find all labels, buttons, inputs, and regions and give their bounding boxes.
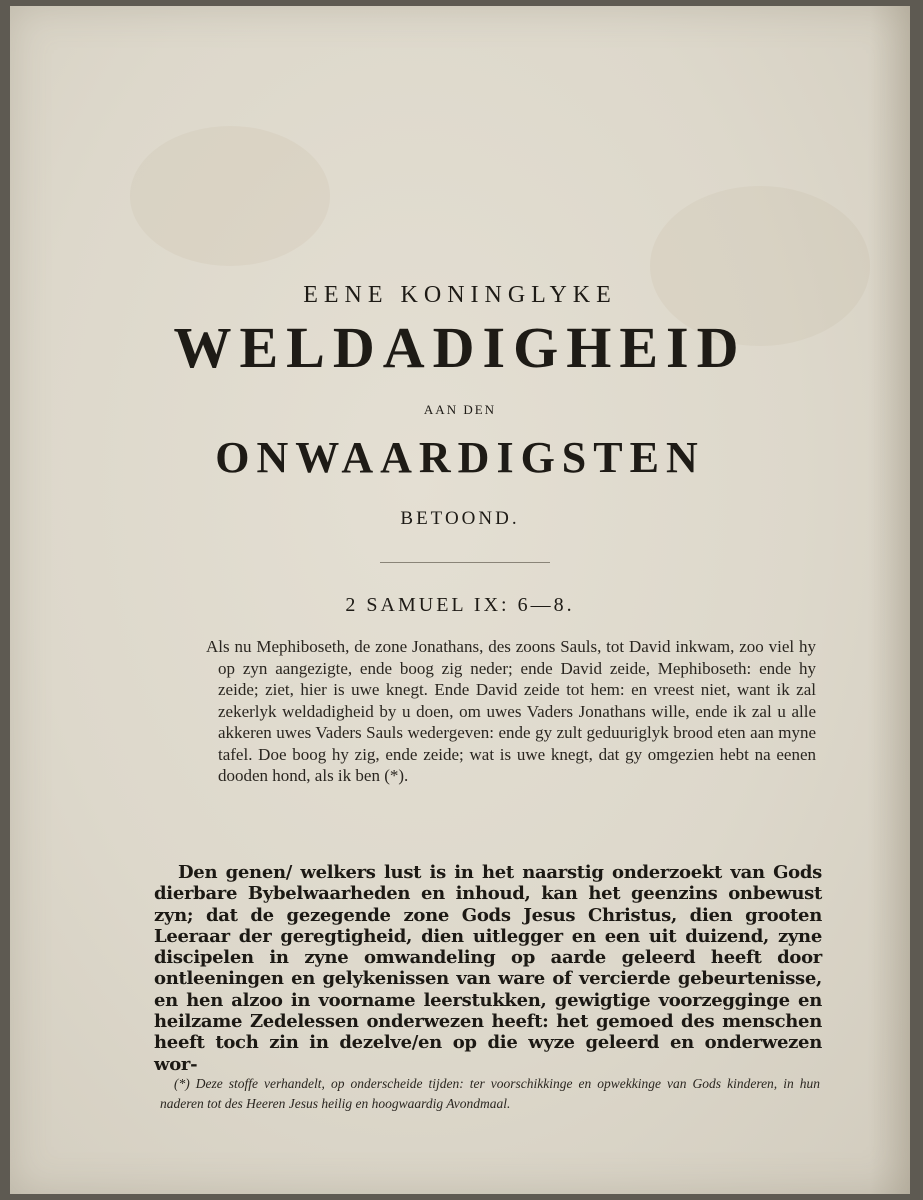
body-paragraph: Den genen/ welkers lust is in het naarstig onderzoekt van Gods dierbare Bybelwaarheden en inhoud, kan het geenzins onbewust zyn; dat de gezegende zone Gods Jesus Christus, dien grooten Leeraar der geregtigheid, dien uitlegger en een uit duizend, zyne discipelen in zyne omwandeling op aarde geleerd heeft door ontleeningen en gelykenissen van ware of vercierde gebeurtenisse, en hen alzoo in voorname leerstukken, gewigtige voorzegginge en heilzame Zedelessen onderwezen heeft: het gemoed des menschen heeft toch zin in dezelve/en op die wyze geleerd en onderwezen wor- — [154, 862, 822, 1075]
title-line-1: EENE KONINGLYKE — [303, 282, 617, 308]
title-line-2: WELDADIGHEID — [173, 315, 747, 380]
paper-stain — [130, 126, 330, 266]
title-line-4: ONWAARDIGSTEN — [215, 433, 705, 482]
footnote: (*) Deze stoffe verhandelt, op onderscheide tijden: ter voorschikkinge en opwekkinge van Gods kinderen, in hun naderen tot des Heeren Jesus heilig en hoogwaardig Avondmaal. — [160, 1076, 820, 1111]
scripture-verse: Als nu Mephiboseth, de zone Jonathans, des zoons Sauls, tot David inkwam, zoo viel hy op zyn aangezigte, ende boog zig neder; ende David zeide, Mephiboseth: ende hy zeide; ziet, hier is uwe knegt. Ende David zeide tot hem: en vreest niet, want ik zal zekerlyk weldadigheid by u doen, om uwes Vaders Jonathans wille, ende ik zal u alle akkeren uwes Vaders Sauls wedergeven: ende gy zult geduuriglyk brood eten aan myne tafel. Doe boog hy zig, ende zeide; wat is uwe knegt, dat gy omgezien hebt na eenen dooden hond, als ik ben (*). — [206, 637, 816, 785]
title-line-5: BETOOND. — [400, 508, 520, 529]
scripture-reference: 2 SAMUEL IX: 6—8. — [345, 594, 575, 616]
title-divider — [380, 562, 550, 563]
title-line-3: AAN DEN — [423, 402, 497, 417]
book-page — [10, 6, 910, 1194]
